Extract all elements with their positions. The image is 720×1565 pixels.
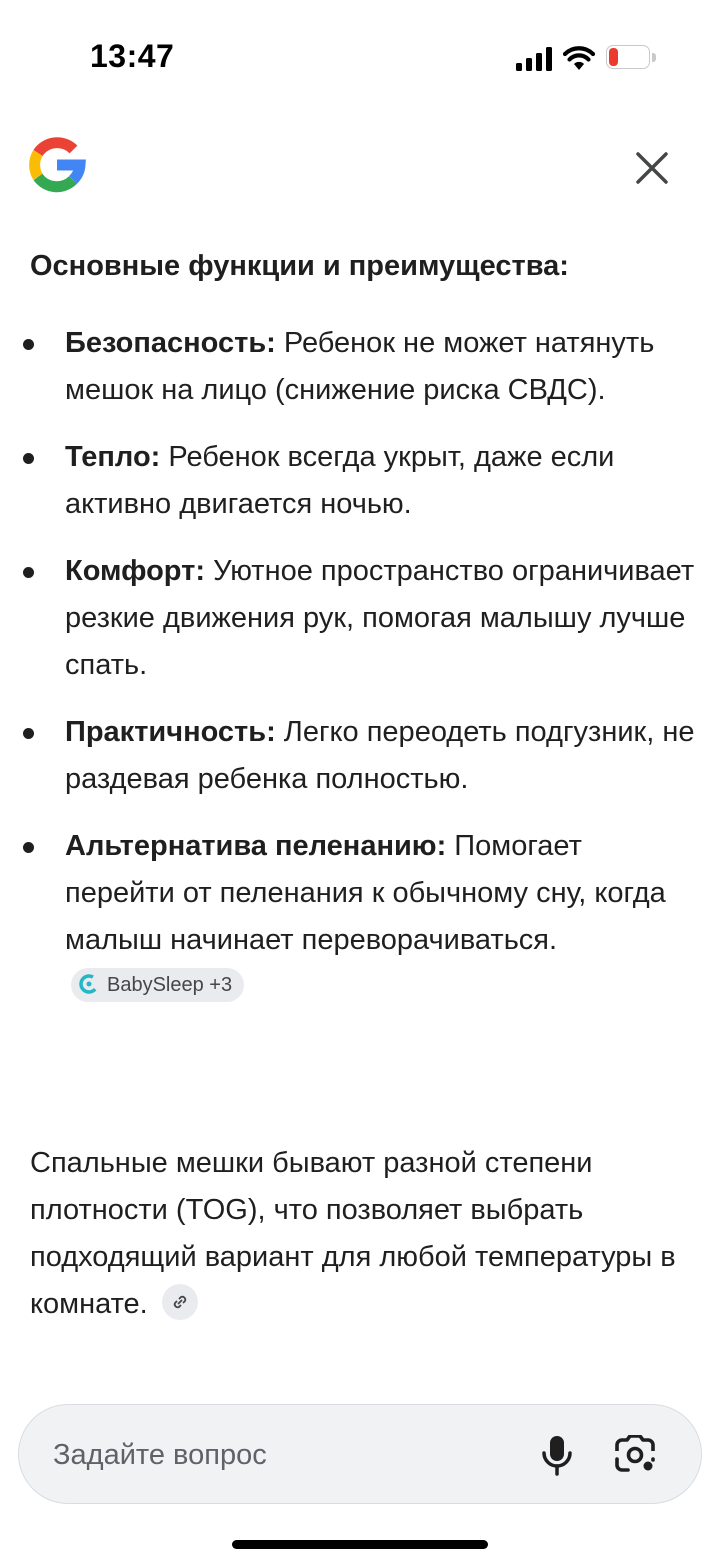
list-item: [0, 548, 695, 689]
paragraph-text: Спальные мешки бывают разной степени плотности (TOG), что позволяет выбрать подходящий вариант для любой температуры в комнате.: [30, 1147, 676, 1320]
google-g-logo: [27, 135, 87, 195]
home-indicator: [232, 1540, 488, 1549]
battery-tip: [652, 53, 656, 62]
cellular-signal-icon: [516, 47, 552, 71]
section-heading: Основные функции и преимущества:: [30, 250, 569, 282]
battery-icon: [606, 45, 658, 71]
benefits-list: [0, 320, 720, 1031]
bullet-text: Легко переодеть подгузник, не раздевая ребенка полностью.: [65, 716, 695, 795]
bullet-text: Уютное пространство ограничивает резкие движения рук, помогая малышу лучше спать.: [65, 555, 695, 681]
link-chip[interactable]: [162, 1284, 198, 1320]
bullet-title: Альтернатива пеленанию:: [65, 830, 447, 862]
list-item: [0, 709, 695, 803]
bullet-title: Безопасность:: [65, 327, 276, 359]
bullet-text: Ребенок не может натянуть мешок на лицо (снижение риска СВДС).: [65, 327, 655, 406]
ask-bar: [18, 1404, 702, 1504]
google-lens-icon[interactable]: [613, 1435, 657, 1475]
microphone-icon[interactable]: [537, 1433, 577, 1477]
bullet-dot: [23, 453, 34, 464]
source-chip[interactable]: [71, 968, 244, 1002]
bullet-text: Ребенок всегда укрыт, даже если активно двигается ночью.: [65, 441, 615, 520]
link-icon: [170, 1292, 190, 1312]
bullet-dot: [23, 339, 34, 350]
bullet-dot: [23, 842, 34, 853]
source-chip-label: BabySleep +3: [107, 974, 233, 997]
wifi-icon: [563, 43, 595, 71]
status-time: 13:47: [90, 38, 175, 74]
list-item: [0, 823, 695, 1011]
ask-input[interactable]: [53, 1435, 493, 1475]
bullet-text: Помогает перейти от пеленания к обычному сну, когда малыш начинает переворачиваться.: [65, 830, 666, 956]
bullet-title: Тепло:: [65, 441, 161, 473]
source-favicon-icon: [79, 974, 99, 994]
battery-level-text: 12: [618, 47, 638, 66]
list-item: [0, 434, 695, 528]
bullet-title: Практичность:: [65, 716, 276, 748]
close-icon[interactable]: [630, 146, 674, 190]
answer-paragraph: [30, 1140, 680, 1328]
list-item: [0, 320, 695, 414]
bullet-title: Комфорт:: [65, 555, 206, 587]
status-bar: [0, 0, 720, 115]
bullet-dot: [23, 728, 34, 739]
bullet-dot: [23, 567, 34, 578]
